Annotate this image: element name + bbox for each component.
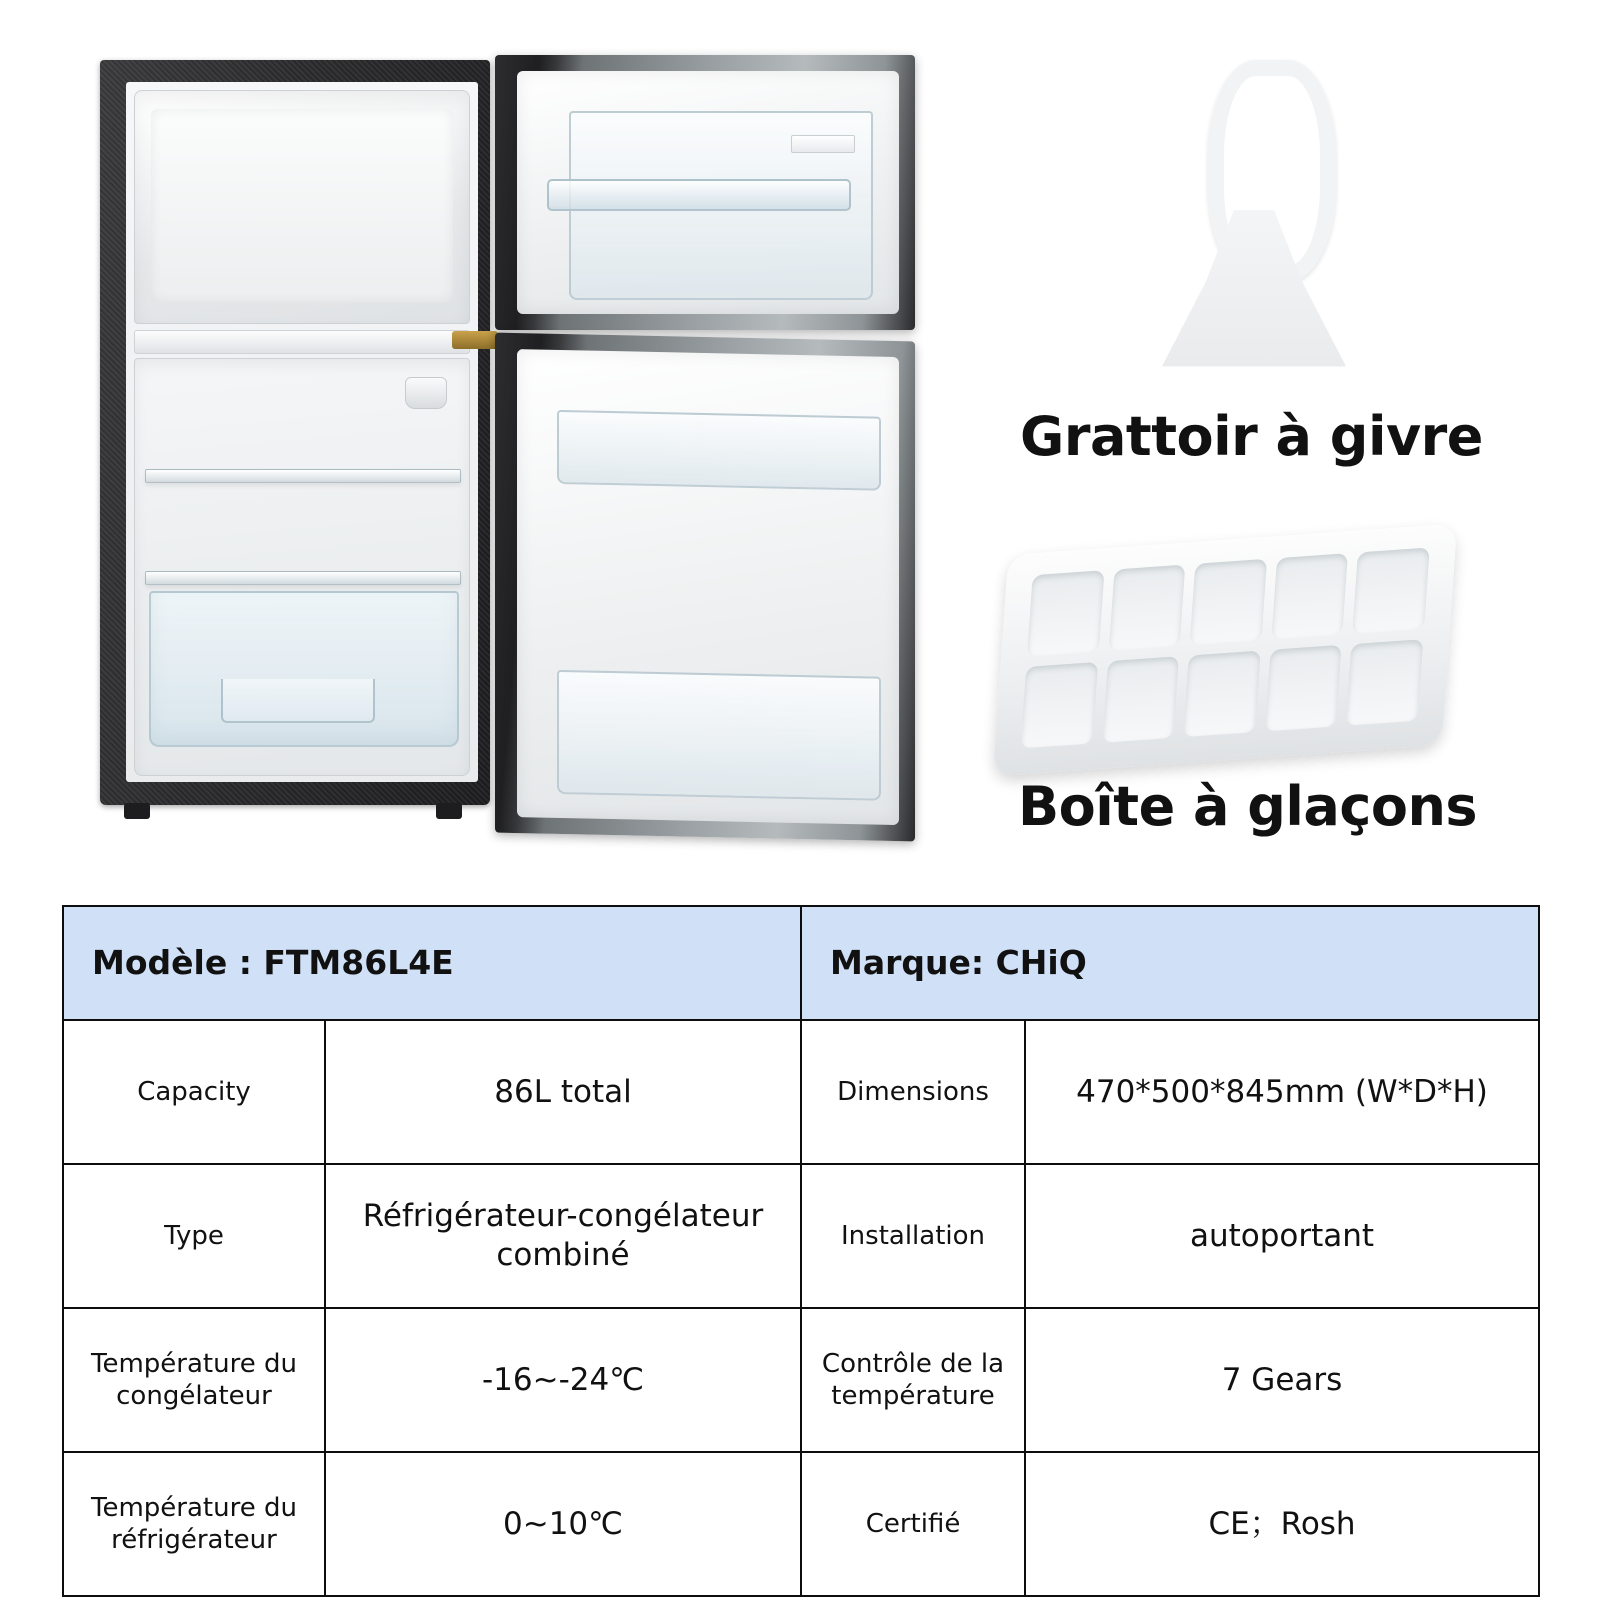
- table-row: [63, 1164, 1539, 1308]
- ice-cube-cell: [1271, 553, 1348, 640]
- freezer-door: [495, 55, 915, 330]
- freezer-compartment: [134, 90, 470, 324]
- ice-cube-cell: [1346, 639, 1423, 726]
- spec-value: 7 Gears: [1025, 1308, 1539, 1452]
- fridge-door-shelf-lower: [557, 670, 881, 801]
- ice-cube-cell: [1353, 547, 1430, 634]
- model-cell: Modèle : FTM86L4E: [63, 906, 801, 1020]
- spec-label: Température du congélateur: [63, 1308, 325, 1452]
- spec-value: Réfrigérateur-congélateur combiné: [325, 1164, 801, 1308]
- frost-scraper-illustration: [1150, 60, 1360, 390]
- spec-value: 0~10℃: [325, 1452, 801, 1596]
- brand-cell: Marque: CHiQ: [801, 906, 1539, 1020]
- glass-shelf: [145, 571, 461, 585]
- rating-sticker: [791, 135, 855, 153]
- freezer-door-liner: [517, 71, 899, 314]
- freezer-door-bar: [547, 179, 851, 211]
- freezer-inner-wall: [151, 109, 453, 303]
- fridge-compartment: [134, 358, 470, 776]
- specification-table: [62, 905, 1540, 1597]
- door-latch: [452, 331, 498, 349]
- ice-tray-caption: Boîte à glaçons: [1018, 775, 1478, 838]
- spec-value: CE；Rosh: [1025, 1452, 1539, 1596]
- interior-lamp-icon: [405, 377, 447, 409]
- fridge-cabinet: [100, 60, 490, 805]
- fridge-door-shelf-upper: [557, 410, 881, 491]
- spec-label: Température du réfrigérateur: [63, 1452, 325, 1596]
- fridge-door-liner: [517, 349, 899, 825]
- spec-label: Capacity: [63, 1020, 325, 1164]
- spec-label: Certifié: [801, 1452, 1025, 1596]
- ice-cube-cell: [1190, 559, 1267, 646]
- leveling-foot: [124, 803, 150, 819]
- leveling-foot: [436, 803, 462, 819]
- ice-cube-cell: [1183, 651, 1260, 738]
- ice-cube-cell: [1102, 656, 1179, 743]
- fridge-door: [495, 333, 915, 842]
- ice-cube-tray-illustration: [993, 523, 1457, 776]
- table-row: [63, 1020, 1539, 1164]
- ice-cube-cell: [1027, 570, 1104, 657]
- ice-cube-grid: [1021, 547, 1430, 748]
- spec-value: 86L total: [325, 1020, 801, 1164]
- spec-label: Type: [63, 1164, 325, 1308]
- ice-cube-cell: [1021, 662, 1098, 749]
- table-row: [63, 1308, 1539, 1452]
- spec-value: -16~-24℃: [325, 1308, 801, 1452]
- table-header-row: [63, 906, 1539, 1020]
- glass-shelf: [145, 469, 461, 483]
- compartment-divider: [134, 330, 470, 354]
- scraper-caption: Grattoir à givre: [1020, 405, 1483, 468]
- table-row: [63, 1452, 1539, 1596]
- spec-label: Installation: [801, 1164, 1025, 1308]
- ice-cube-cell: [1265, 645, 1342, 732]
- spec-value: 470*500*845mm (W*D*H): [1025, 1020, 1539, 1164]
- crisper-handle: [221, 679, 375, 723]
- refrigerator-illustration: [100, 55, 920, 845]
- spec-label: Contrôle de la température: [801, 1308, 1025, 1452]
- fridge-interior-liner: [126, 82, 478, 782]
- crisper-drawer: [149, 591, 459, 747]
- spec-label: Dimensions: [801, 1020, 1025, 1164]
- spec-value: autoportant: [1025, 1164, 1539, 1308]
- ice-cube-cell: [1108, 565, 1185, 652]
